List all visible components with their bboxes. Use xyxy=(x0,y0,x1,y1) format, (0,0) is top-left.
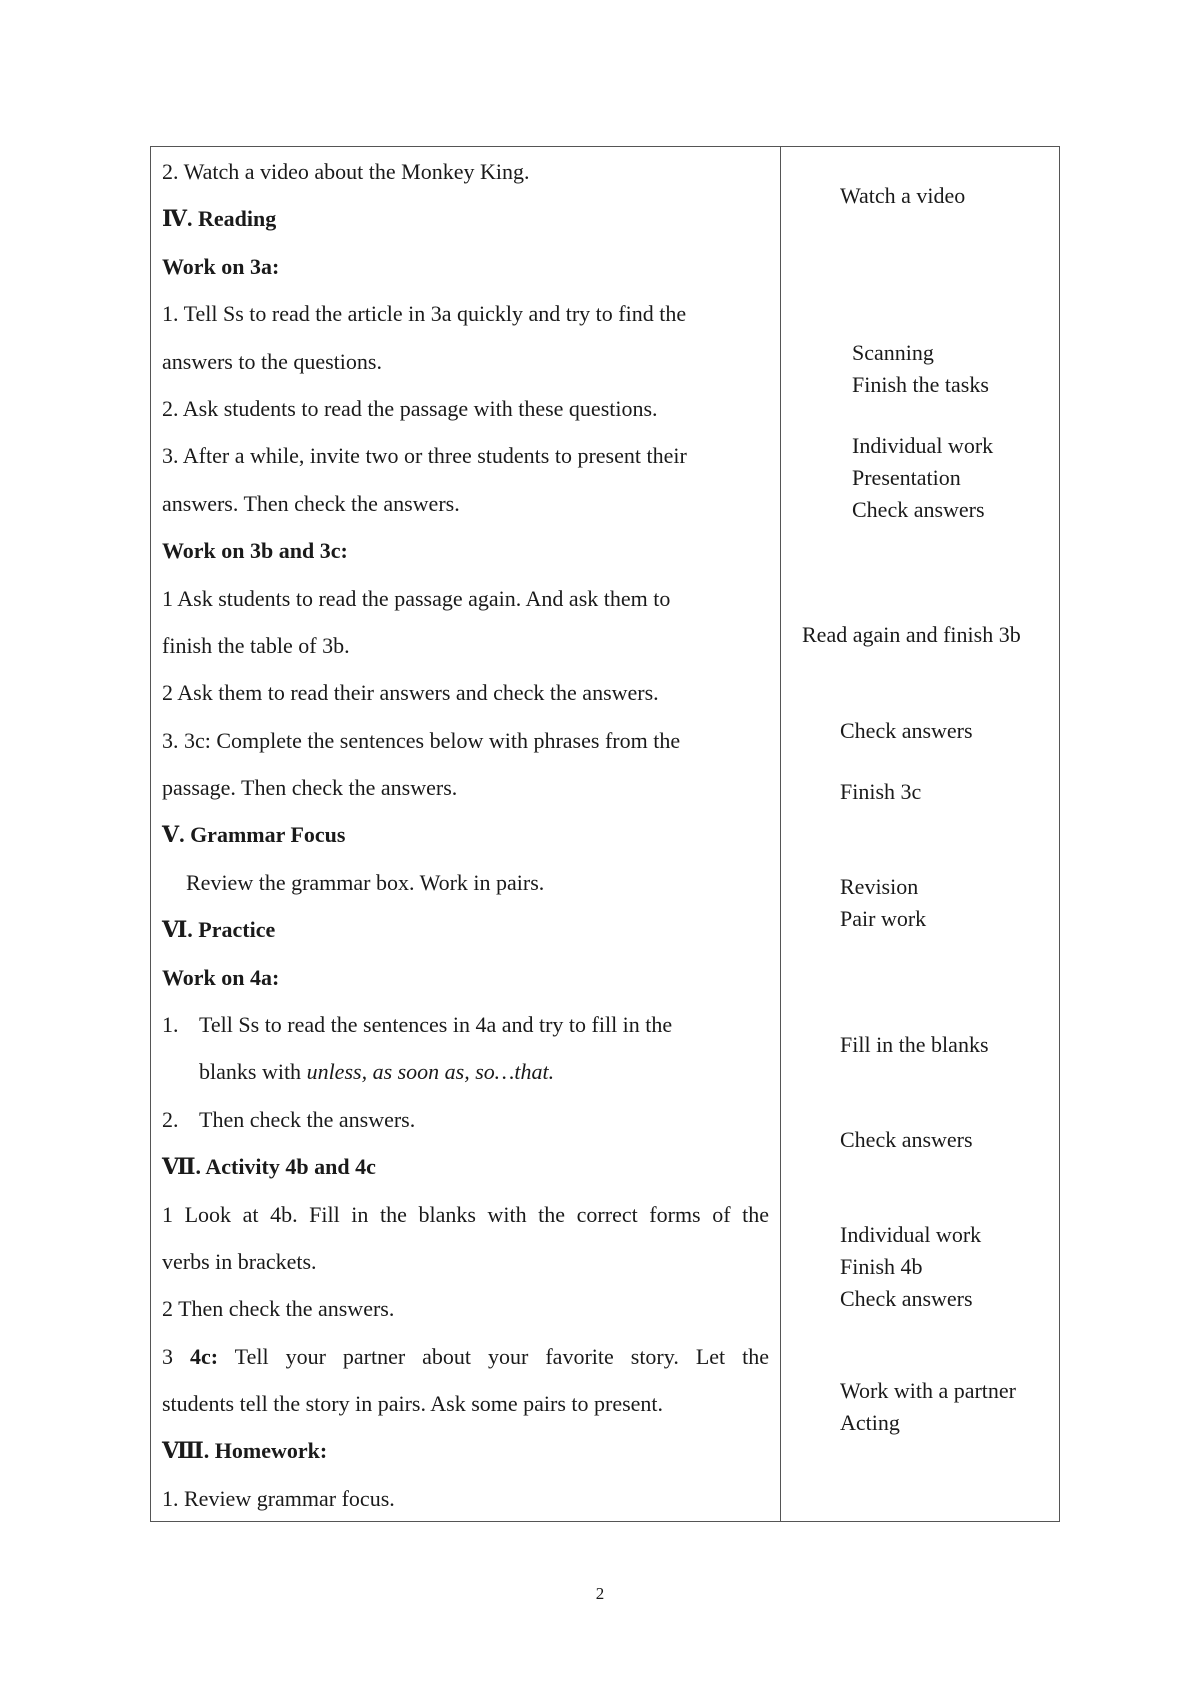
step-watch-video: 2. Watch a video about the Monkey King. xyxy=(162,159,530,184)
column-divider xyxy=(780,147,781,1521)
section-activity-heading: Ⅶ. Activity 4b and 4c xyxy=(162,1154,376,1179)
activity-step-2: 2 Then check the answers. xyxy=(162,1296,395,1321)
activity-step-3b: students tell the story in pairs. Ask some pairs to present. xyxy=(162,1391,664,1416)
reading-step-2: 2. Ask students to read the passage with these questions. xyxy=(162,396,658,421)
work-on-3b-3c-heading: Work on 3b and 3c: xyxy=(162,538,348,563)
grammar-review: Review the grammar box. Work in pairs. xyxy=(186,870,545,895)
activity-step-3-label: 4c: xyxy=(190,1344,219,1369)
work-on-3a-heading: Work on 3a: xyxy=(162,254,280,279)
practice-step-2-text: Then check the answers. xyxy=(199,1107,416,1132)
student-activity-finish-3c: Finish 3c xyxy=(840,779,922,804)
homework-item-1: 1. Review grammar focus. xyxy=(162,1486,395,1511)
activity-step-1b: verbs in brackets. xyxy=(162,1249,317,1274)
activity-step-3a xyxy=(162,1344,769,1370)
practice-step-2 xyxy=(162,1107,415,1133)
section-practice-heading: Ⅵ. Practice xyxy=(162,917,276,942)
task-step-1a: 1 Ask students to read the passage again. And ask them to xyxy=(162,586,671,611)
reading-step-1b: answers to the questions. xyxy=(162,349,382,374)
student-activity-check-answers-2: Check answers xyxy=(840,1127,973,1152)
activity-step-3a-text: Tell your partner about your favorite story. Let the xyxy=(218,1344,769,1369)
lesson-table xyxy=(150,146,1060,1522)
work-on-4a-heading: Work on 4a: xyxy=(162,965,280,990)
student-activity-individual-2: Individual work Finish 4b Check answers xyxy=(840,1222,982,1311)
student-activity-scanning: Scanning Finish the tasks xyxy=(852,340,989,397)
student-activity-check-answers: Check answers xyxy=(840,718,973,743)
section-homework-heading: Ⅷ. Homework: xyxy=(162,1438,328,1463)
practice-step-1b xyxy=(199,1059,554,1085)
student-activity-fill-blanks: Fill in the blanks xyxy=(840,1032,989,1057)
reading-step-3b: answers. Then check the answers. xyxy=(162,491,460,516)
task-step-3b: passage. Then check the answers. xyxy=(162,775,458,800)
section-reading-heading: Ⅳ. Reading xyxy=(162,206,277,231)
page-number: 2 xyxy=(595,1584,605,1603)
reading-step-3a: 3. After a while, invite two or three students to present their xyxy=(162,443,687,468)
student-activity-individual: Individual work Presentation Check answers xyxy=(852,433,994,522)
activity-step-1a: 1 Look at 4b. Fill in the blanks with the correct forms of the xyxy=(162,1202,769,1227)
student-activity-watch: Watch a video xyxy=(840,183,966,208)
practice-step-1a-text: Tell Ss to read the sentences in 4a and try to fill in the xyxy=(199,1012,673,1037)
task-step-2: 2 Ask them to read their answers and check the answers. xyxy=(162,680,659,705)
list-number: 1. xyxy=(162,1012,179,1037)
practice-step-1b-text: blanks with xyxy=(199,1059,307,1084)
list-number: 2. xyxy=(162,1107,179,1132)
task-step-3a: 3. 3c: Complete the sentences below with phrases from the xyxy=(162,728,681,753)
activity-step-3-number: 3 xyxy=(162,1344,190,1369)
task-step-1b: finish the table of 3b. xyxy=(162,633,350,658)
practice-step-1b-words: unless, as soon as, so…that. xyxy=(306,1059,555,1084)
student-activity-read-again: Read again and finish 3b xyxy=(802,622,1021,647)
student-activity-partner: Work with a partner Acting xyxy=(840,1378,1016,1435)
reading-step-1a: 1. Tell Ss to read the article in 3a quickly and try to find the xyxy=(162,301,687,326)
practice-step-1a xyxy=(162,1012,672,1038)
student-activity-revision: Revision Pair work xyxy=(840,874,927,931)
section-grammar-heading: Ⅴ. Grammar Focus xyxy=(162,822,346,847)
